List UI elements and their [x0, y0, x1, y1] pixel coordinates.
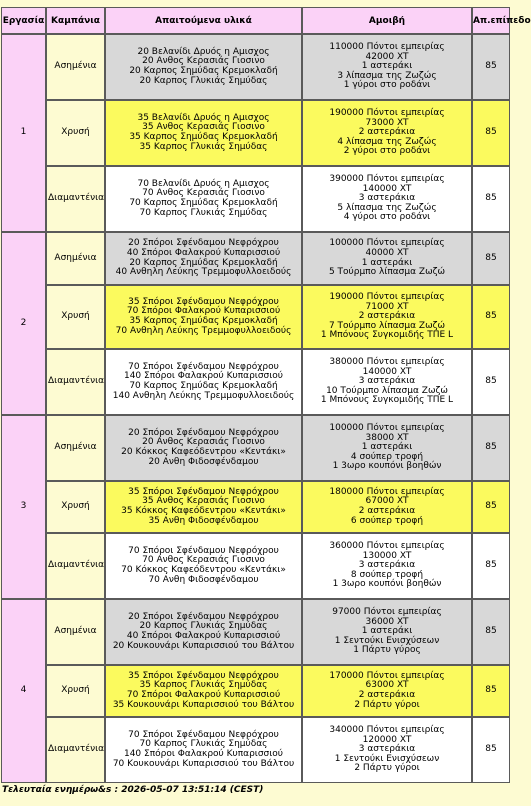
reward-line: 1 γύροι στο ροδάνι — [343, 80, 431, 91]
reward-line: 110000 Πόντοι εμπειρίας — [329, 42, 445, 53]
materials-cell — [105, 599, 302, 665]
material-line: 70 Καρπος Γλυκιάς Σημύδας — [139, 207, 268, 218]
reward-line: 2 Πάρτυ γύροι — [354, 763, 420, 774]
reward-line: 10 Τούρμπο λίπασμα Ζωζώ — [326, 385, 448, 396]
reward-line: 5 λίπασμα της Ζωζώς — [337, 202, 437, 213]
reward-line: 1 Σεντούκι Ενισχύσεων — [334, 753, 440, 764]
reward-line: 1 3ωρο κουπόνι βοηθών — [332, 461, 442, 472]
table-row — [1, 415, 510, 481]
task-number: 3 — [1, 415, 46, 599]
reward-line: 1 Πάρτυ γύρος — [353, 645, 421, 656]
table-row — [1, 481, 510, 533]
reward-line: 1 Μπόνους Συγκομιδής ΤΠΕ L — [320, 395, 454, 406]
table-row — [1, 665, 510, 717]
materials-cell — [105, 232, 302, 285]
reward-cell — [302, 599, 472, 665]
level-cell: 85 — [472, 533, 510, 599]
materials-cell — [105, 415, 302, 481]
reward-line: 140000 XT — [362, 366, 412, 377]
material-line: 35 Ανθος Κερασιάς Γιοσινο — [142, 496, 265, 507]
material-line: 35 Ανθος Κερασιάς Γιοσινο — [142, 122, 265, 133]
header-task: Εργασία — [1, 7, 46, 34]
task-number: 2 — [1, 232, 46, 415]
level-cell: 85 — [472, 232, 510, 285]
reward-line: 73000 XT — [365, 117, 409, 128]
reward-line: 3 αστεράκια — [358, 193, 416, 204]
reward-line: 190000 Πόντοι εμπειρίας — [329, 292, 445, 303]
level-cell: 85 — [472, 481, 510, 533]
material-line: 35 Καρπος Γλυκιάς Σημύδας — [139, 680, 268, 691]
reward-line: 8 σούπερ τροφή — [350, 569, 424, 580]
materials-cell — [105, 285, 302, 349]
reward-line: 180000 Πόντοι εμπειρίας — [329, 486, 445, 497]
material-line: 70 Σπόροι Σφένδαμου Νεφρόχρου — [128, 545, 279, 556]
campaign-cell: Ασημένια — [46, 232, 105, 285]
material-line: 20 Βελανίδι Δρυός η Αμισχος — [137, 46, 270, 57]
material-line: 35 Κόκκος Καφεόδεντρου «Κεντάκι» — [121, 506, 286, 516]
campaign-cell: Διαμαντένια — [46, 166, 105, 232]
material-line: 70 Ανθηλη Λεύκης Τρεμμοφυλλοειδούς — [115, 325, 292, 336]
materials-cell — [105, 481, 302, 533]
reward-line: 36000 XT — [365, 616, 409, 627]
reward-cell — [302, 533, 472, 599]
level-cell: 85 — [472, 34, 510, 100]
materials-cell — [105, 34, 302, 100]
material-line: 70 Βελανίδι Δρυός η Αμισχος — [137, 178, 270, 189]
reward-line: 170000 Πόντοι εμπειρίας — [329, 670, 445, 681]
reward-line: 1 Σεντούκι Ενισχύσεων — [334, 635, 440, 646]
table-row — [1, 34, 510, 100]
material-line: 70 Σπόροι Φαλακρού Κυπαρισσιού — [126, 690, 281, 700]
material-line: 20 Κόκκος Καφεόδεντρου «Κεντάκι» — [121, 447, 286, 457]
reward-line: 4 γύροι στο ροδάνι — [343, 212, 431, 223]
task-number: 4 — [1, 599, 46, 783]
reward-cell — [302, 166, 472, 232]
level-cell: 85 — [472, 415, 510, 481]
material-line: 70 Σπόροι Σφένδαμου Νεφρόχρου — [128, 361, 279, 372]
material-line: 70 Καρπος Σημύδας Κρεμοκλαδή — [129, 198, 278, 208]
reward-line: 40000 XT — [365, 247, 409, 258]
material-line: 140 Ανθηλη Λεύκης Τρεμμοφυλλοειδούς — [112, 390, 295, 401]
table-row — [1, 100, 510, 166]
material-line: 140 Σπόροι Φαλακρού Κυπαρισσιού — [123, 371, 284, 382]
table-row — [1, 349, 510, 415]
reward-line: 5 Τούρμπο λίπασμα Ζωζώ — [328, 267, 446, 278]
table-row — [1, 166, 510, 232]
reward-line: 190000 Πόντοι εμπειρίας — [329, 108, 445, 119]
table-row — [1, 717, 510, 783]
material-line: 35 Σπόροι Σφένδαμου Νεφρόχρου — [128, 670, 279, 681]
material-line: 70 Ανθη Φιδοσφένδαμου — [148, 574, 259, 585]
material-line: 20 Σπόροι Σφένδαμου Νεφρόχρου — [128, 427, 279, 438]
level-cell: 85 — [472, 665, 510, 717]
material-line: 20 Σπόροι Σφένδαμου Νεφρόχρου — [128, 238, 279, 249]
level-cell: 85 — [472, 285, 510, 349]
level-cell: 85 — [472, 166, 510, 232]
reward-cell — [302, 349, 472, 415]
reward-line: 2 Πάρτυ γύροι — [354, 699, 420, 710]
header-reward: Αμοιβή — [302, 7, 472, 34]
reward-line: 1 Μπόνους Συγκομιδής ΤΠΕ L — [320, 330, 454, 341]
reward-line: 2 αστεράκια — [358, 311, 416, 322]
reward-cell — [302, 285, 472, 349]
reward-line: 340000 Πόντοι εμπειρίας — [329, 725, 445, 736]
reward-line: 67000 XT — [365, 496, 409, 507]
reward-line: 97000 Πόντοι εμπειρίας — [332, 607, 442, 618]
material-line: 20 Καρπος Σημύδας Κρεμοκλαδή — [129, 66, 278, 76]
reward-line: 380000 Πόντοι εμπειρίας — [329, 357, 445, 368]
material-line: 70 Σπόροι Σφένδαμου Νεφρόχρου — [128, 729, 279, 740]
material-line: 35 Καρπος Γλυκιάς Σημύδας — [139, 141, 268, 152]
material-line: 20 Ανθος Κερασιάς Γιοσινο — [142, 437, 265, 448]
reward-cell — [302, 34, 472, 100]
reward-cell — [302, 415, 472, 481]
reward-line: 3 αστεράκια — [358, 744, 416, 755]
campaign-cell: Χρυσή — [46, 100, 105, 166]
reward-line: 4 σούπερ τροφή — [350, 451, 424, 462]
material-line: 20 Ανθος Κερασιάς Γιοσινο — [142, 56, 265, 67]
reward-line: 1 3ωρο κουπόνι βοηθών — [332, 579, 442, 590]
reward-cell — [302, 100, 472, 166]
material-line: 140 Σπόροι Φαλακρού Κυπαρισσιού — [123, 749, 284, 759]
level-cell: 85 — [472, 717, 510, 783]
materials-cell — [105, 349, 302, 415]
level-cell: 85 — [472, 349, 510, 415]
table-row — [1, 599, 510, 665]
reward-line: 42000 XT — [365, 51, 409, 62]
reward-line: 2 γύροι στο ροδάνι — [343, 146, 431, 157]
campaign-cell: Διαμαντένια — [46, 533, 105, 599]
reward-line: 1 αστεράκι — [361, 626, 413, 637]
reward-line: 1 αστεράκι — [361, 257, 413, 268]
reward-line: 130000 XT — [362, 550, 412, 561]
material-line: 70 Σπόροι Φαλακρού Κυπαρισσιού — [126, 306, 281, 317]
header-campaign: Καμπάνια — [46, 7, 105, 34]
campaign-cell: Χρυσή — [46, 665, 105, 717]
material-line: 35 Καρπος Σημύδας Κρεμοκλαδή — [129, 132, 278, 142]
reward-line: 100000 Πόντοι εμπειρίας — [329, 238, 445, 249]
reward-cell — [302, 481, 472, 533]
reward-line: 2 αστεράκια — [358, 506, 416, 516]
reward-line: 360000 Πόντοι εμπειρίας — [329, 541, 445, 552]
reward-line: 3 αστεράκια — [358, 560, 416, 571]
table-row — [1, 533, 510, 599]
campaign-cell: Διαμαντένια — [46, 349, 105, 415]
task-number: 1 — [1, 34, 46, 232]
material-line: 35 Καρπος Σημύδας Κρεμοκλαδή — [129, 316, 278, 326]
materials-cell — [105, 166, 302, 232]
material-line: 20 Καρπος Γλυκιάς Σημύδας — [139, 621, 268, 632]
campaign-cell: Χρυσή — [46, 285, 105, 349]
table-row — [1, 232, 510, 285]
material-line: 40 Σπόροι Φαλακρού Κυπαρισσιού — [126, 247, 281, 258]
table-body — [1, 34, 510, 783]
level-cell: 85 — [472, 100, 510, 166]
reward-line: 1 αστεράκι — [361, 442, 413, 453]
materials-cell — [105, 533, 302, 599]
header-row — [1, 7, 510, 34]
material-line: 20 Ανθη Φιδοσφένδαμου — [148, 456, 259, 467]
reward-line: 71000 XT — [365, 301, 409, 312]
material-line: 70 Ανθος Κερασιάς Γιοσινο — [142, 555, 265, 566]
reward-line: 100000 Πόντοι εμπειρίας — [329, 423, 445, 434]
reward-line: 2 αστεράκια — [358, 690, 416, 700]
material-line: 70 Καρπος Γλυκιάς Σημύδας — [139, 739, 268, 750]
campaign-cell: Χρυσή — [46, 481, 105, 533]
reward-line: 3 αστεράκια — [358, 376, 416, 387]
tasks-table — [1, 7, 531, 783]
reward-line: 4 λίπασμα της Ζωζώς — [337, 136, 437, 147]
reward-line: 1 αστεράκι — [361, 61, 413, 72]
material-line: 40 Ανθηλη Λεύκης Τρεμμοφυλλοειδούς — [115, 267, 292, 278]
material-line: 40 Σπόροι Φαλακρού Κυπαρισσιού — [126, 631, 281, 641]
material-line: 35 Σπόροι Σφένδαμου Νεφρόχρου — [128, 296, 279, 307]
material-line: 20 Καρπος Γλυκιάς Σημύδας — [139, 75, 268, 86]
header-level: Απ.επίπεδο — [472, 7, 510, 34]
material-line: 35 Σπόροι Σφένδαμου Νεφρόχρου — [128, 486, 279, 497]
reward-line: 3 λίπασμα της Ζωζώς — [337, 70, 437, 81]
material-line: 70 Κόκκος Καφεόδεντρου «Κεντάκι» — [121, 565, 286, 575]
materials-cell — [105, 665, 302, 717]
reward-line: 6 σούπερ τροφή — [350, 515, 424, 526]
reward-line: 38000 XT — [365, 432, 409, 443]
materials-cell — [105, 100, 302, 166]
campaign-cell: Ασημένια — [46, 415, 105, 481]
material-line: 70 Κουκουνάρι Κυπαρισσιού του Βάλτου — [112, 758, 295, 769]
material-line: 70 Ανθος Κερασιάς Γιοσινο — [142, 188, 265, 199]
header-materials: Απαιτούμενα υλικά — [105, 7, 302, 34]
campaign-cell: Ασημένια — [46, 599, 105, 665]
table-row — [1, 285, 510, 349]
reward-cell — [302, 717, 472, 783]
material-line: 35 Ανθη Φιδοσφένδαμου — [148, 515, 259, 526]
campaign-cell: Διαμαντένια — [46, 717, 105, 783]
reward-line: 390000 Πόντοι εμπειρίας — [329, 174, 445, 185]
material-line: 35 Βελανίδι Δρυός η Αμισχος — [137, 112, 270, 123]
material-line: 20 Καρπος Σημύδας Κρεμοκλαδή — [129, 257, 278, 268]
material-line: 20 Κουκουνάρι Κυπαρισσιού του Βάλτου — [112, 640, 295, 651]
reward-line: 2 αστεράκια — [358, 127, 416, 138]
reward-cell — [302, 665, 472, 717]
reward-line: 120000 XT — [362, 734, 412, 745]
material-line: 20 Σπόροι Σφένδαμου Νεφρόχρου — [128, 611, 279, 622]
material-line: 35 Κουκουνάρι Κυπαρισσιού του Βάλτου — [112, 699, 295, 710]
reward-cell — [302, 232, 472, 285]
reward-line: 140000 XT — [362, 183, 412, 194]
reward-line: 7 Τούρμπο λίπασμα Ζωζώ — [328, 320, 446, 331]
reward-line: 63000 XT — [365, 680, 409, 691]
last-updated: Τελευταία ενημέρω&s : 2026-05-07 13:51:14 (CEST) — [2, 785, 264, 795]
campaign-cell: Ασημένια — [46, 34, 105, 100]
material-line: 70 Καρπος Σημύδας Κρεμοκλαδή — [129, 381, 278, 391]
level-cell: 85 — [472, 599, 510, 665]
materials-cell — [105, 717, 302, 783]
